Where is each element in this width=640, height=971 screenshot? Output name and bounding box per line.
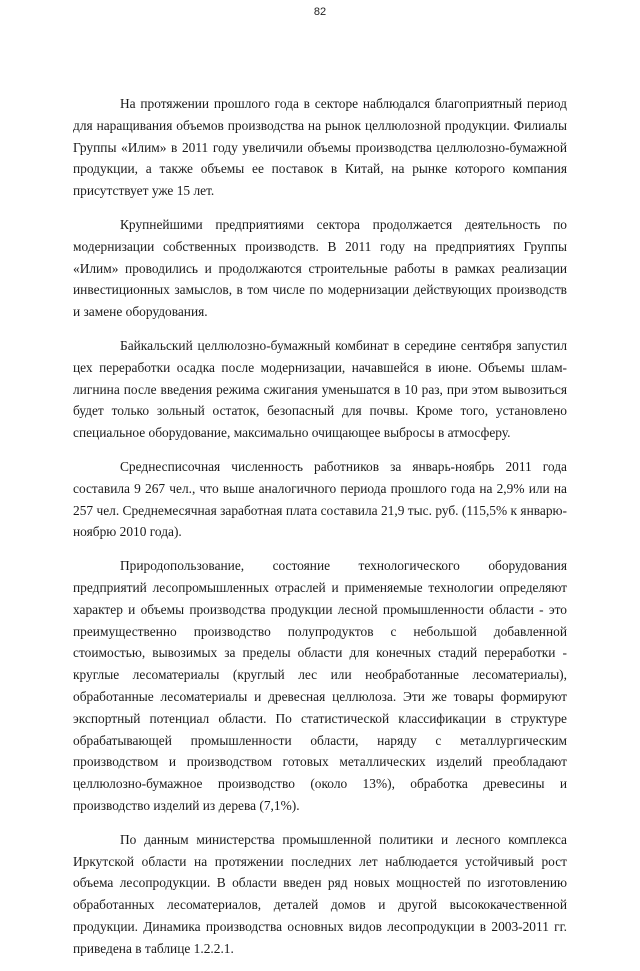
document-body xyxy=(73,93,567,971)
page-number: 82 xyxy=(313,6,327,18)
paragraph-nature-use: Природопользование, состояние технологического оборудования предприятий лесопромышленных отраслей и применяемые технологии определяют характер и объемы производства продукции лесной промышленности области - это преимущественно производство полупродуктов с небольшой добавленной стоимостью, вывозимых за пределы области для конечных стадий переработки - круглые лесоматериалы (круглый лес или необработанные лесоматериалы), обработанные лесоматериалы и древесная целлюлоза. Эти же товары формируют экспортный потенциал области. По статистической классификации в структуре обрабатывающей промышленности области, наряду с металлургическим производством и производством готовых металлических изделий преобладают целлюлозно-бумажное производство (около 13%), обработка древесины и производство изделий из дерева (7,1%). xyxy=(73,558,567,813)
paragraph-pulp-sector: На протяжении прошлого года в секторе наблюдался благоприятный период для наращивания объемов производства на рынок целлюлозной продукции. Филиалы Группы «Илим» в 2011 году увеличили объемы производства целлюлозно-бумажной продукции, а также объемы ее поставок в Китай, на рынке которого компания присутствует уже 15 лет. xyxy=(73,96,567,199)
paragraph-ministry-data: По данным министерства промышленной политики и лесного комплекса Иркутской области на протяжении последних лет наблюдается устойчивый рост объема лесопродукции. В области введен ряд новых мощностей по изготовлению обработанных лесоматериалов, деталей домов и другой высококачественной продукции. Динамика производства основных видов лесопродукции в 2003-2011 гг. приведена в таблице 1.2.2.1. xyxy=(73,831,567,956)
paragraph-employment: Среднесписочная численность работников за январь-ноябрь 2011 года составила 9 267 чел., что выше аналогичного периода прошлого года на 2,9% или на 257 чел. Среднемесячная заработная плата составила 21,9 тыс. руб. (115,5% к январю-ноябрю 2010 года). xyxy=(73,458,567,540)
paragraph-baikal-mill: Байкальский целлюлозно-бумажный комбинат в середине сентября запустил цех переработки осадка после модернизации, начавшейся в июне. Объемы шлам-лигнина после введения режима сжигания уменьшатся в 10 раз, при этом вывозиться будет только зольный остаток, безопасный для почвы. Кроме того, установлено специальное оборудование, максимально очищающее выбросы в атмосферу. xyxy=(73,337,567,441)
paragraph-modernization: Крупнейшими предприятиями сектора продолжается деятельность по модернизации собственных производств. В 2011 году на предприятиях Группы «Илим» проводились и продолжаются строительные работы в рамках реализации инвестиционных замыслов, в том числе по модернизации действующих производств и замене оборудования. xyxy=(73,216,567,320)
